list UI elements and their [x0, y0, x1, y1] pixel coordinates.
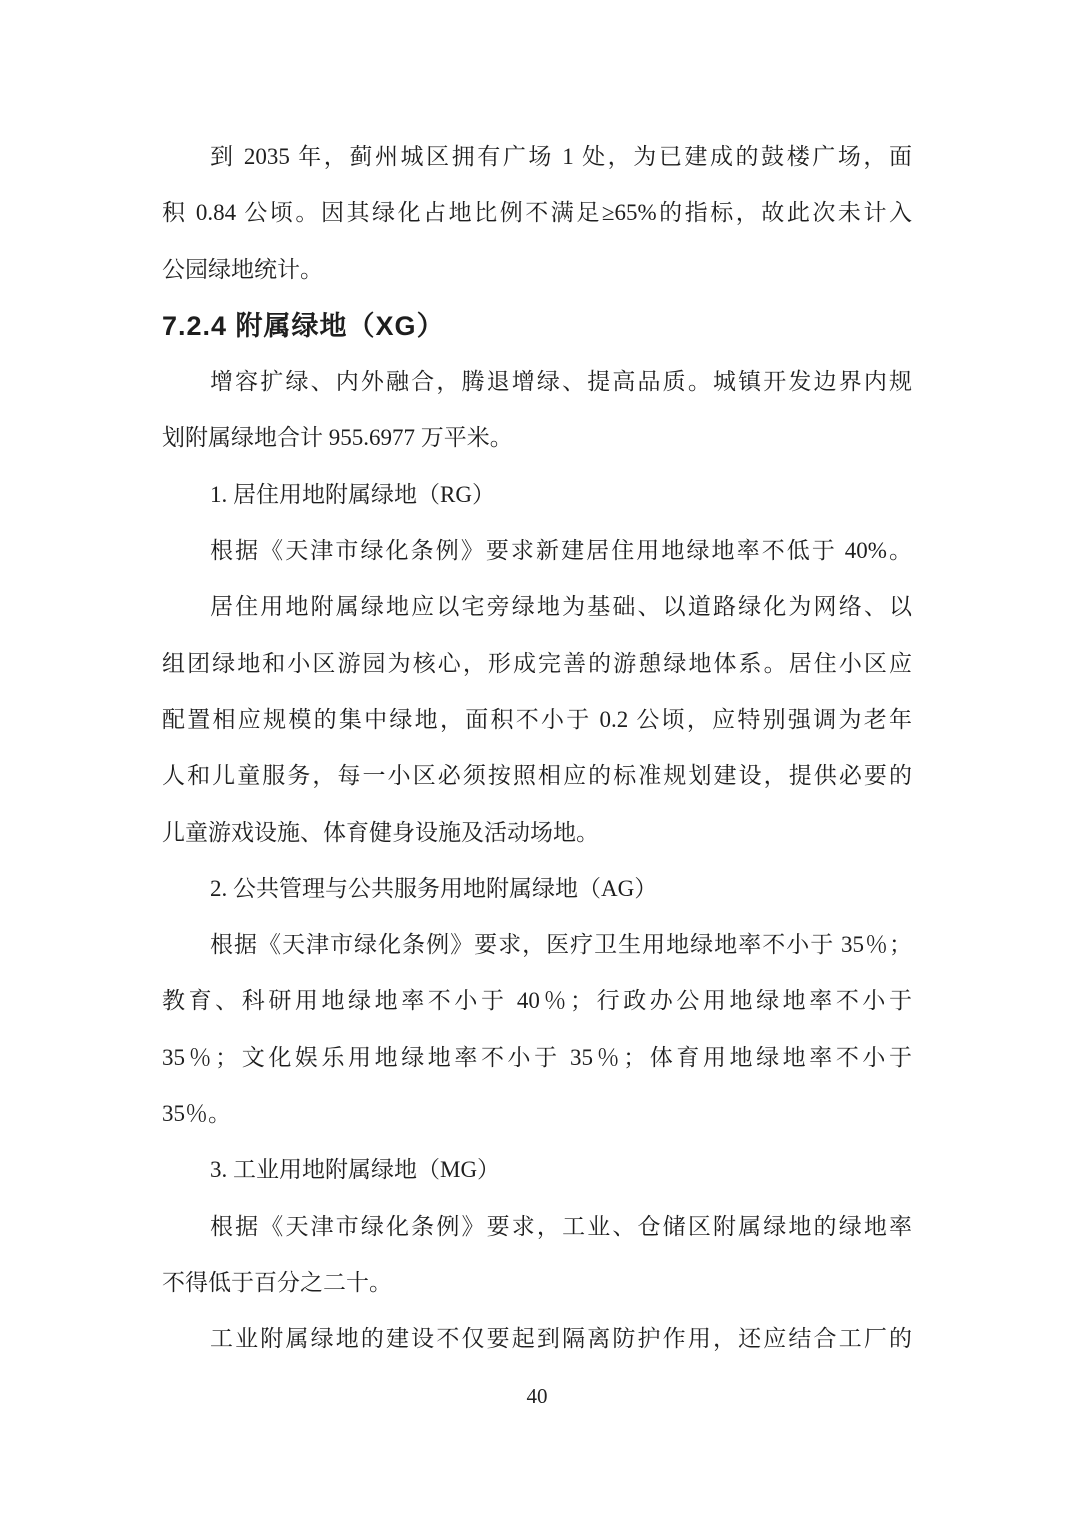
paragraph-ag-rule-line: 根据《天津市绿化条例》要求，医疗卫生用地绿地率不小于 35％； — [210, 932, 912, 958]
subsection-title-ag: 2. 公共管理与公共服务用地附属绿地（AG） — [210, 875, 658, 901]
paragraph-plaza-line: 积 0.84 公顷。因其绿化占地比例不满足≥65%的指标，故此次未计入 — [162, 200, 912, 226]
paragraph-ag-rule-line: 教育、科研用地绿地率不小于 40％；行政办公用地绿地率不小于 — [162, 988, 912, 1014]
section-heading-724: 7.2.4 附属绿地（XG） — [162, 310, 445, 341]
paragraph-rg-detail-line: 儿童游戏设施、体育健身设施及活动场地。 — [162, 819, 599, 845]
paragraph-ag-rule-line: 35％；文化娱乐用地绿地率不小于 35％；体育用地绿地率不小于 — [162, 1044, 912, 1070]
paragraph-rg-detail-line: 配置相应规模的集中绿地，面积不小于 0.2 公顷，应特别强调为老年 — [162, 706, 912, 732]
page-body-text — [162, 129, 912, 1368]
paragraph-plaza-line: 公园绿地统计。 — [162, 256, 323, 282]
paragraph-mg-rule-line: 不得低于百分之二十。 — [162, 1269, 392, 1295]
paragraph-ag-rule-line: 35％。 — [162, 1101, 231, 1127]
paragraph-mg-detail-line: 工业附属绿地的建设不仅要起到隔离防护作用，还应结合工厂的 — [210, 1326, 912, 1352]
paragraph-mg-rule-line: 根据《天津市绿化条例》要求，工业、仓储区附属绿地的绿地率 — [210, 1213, 912, 1239]
paragraph-xg-total-line: 增容扩绿、内外融合，腾退增绿、提高品质。城镇开发边界内规 — [210, 369, 912, 395]
paragraph-xg-total-line: 划附属绿地合计 955.6977 万平米。 — [162, 425, 513, 451]
paragraph-rg-detail-line: 居住用地附属绿地应以宅旁绿地为基础、以道路绿化为网络、以 — [210, 594, 912, 620]
subsection-title-mg: 3. 工业用地附属绿地（MG） — [210, 1157, 501, 1183]
paragraph-plaza-line: 到 2035 年，蓟州城区拥有广场 1 处，为已建成的鼓楼广场，面 — [210, 144, 912, 169]
paragraph-rg-detail-line: 人和儿童服务，每一小区必须按照相应的标准规划建设，提供必要的 — [162, 763, 912, 789]
paragraph-rg-rule: 根据《天津市绿化条例》要求新建居住用地绿地率不低于 40%。 — [210, 538, 912, 564]
page-number: 40 — [526, 1384, 548, 1408]
subsection-title-rg: 1. 居住用地附属绿地（RG） — [210, 481, 495, 507]
paragraph-rg-detail-line: 组团绿地和小区游园为核心，形成完善的游憩绿地体系。居住小区应 — [162, 650, 912, 676]
